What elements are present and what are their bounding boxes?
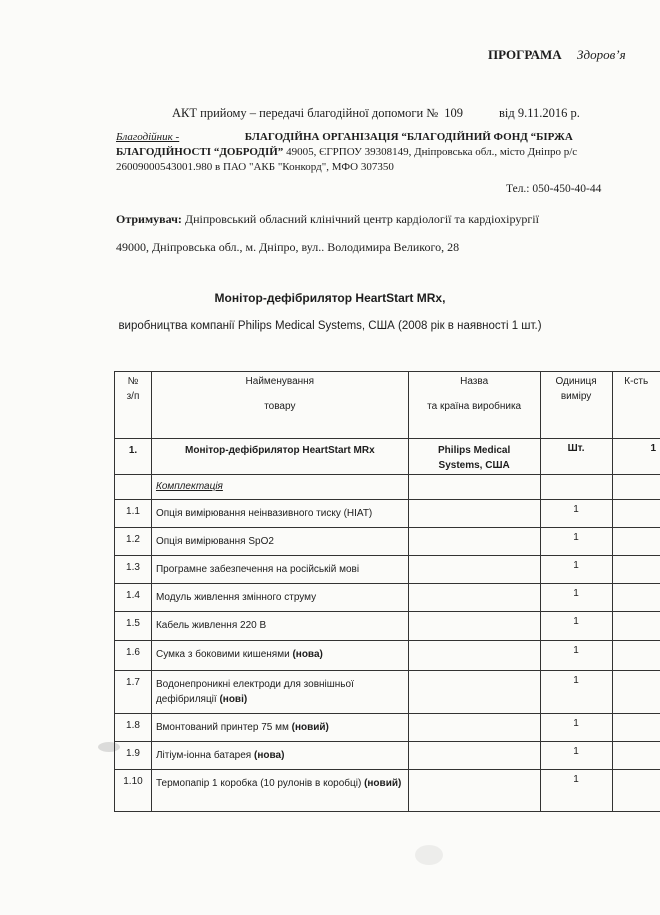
row-name: Термопапір 1 коробка (10 рулонів в коробці) (новий) (151, 770, 408, 812)
row-name-condition: (нові) (219, 694, 248, 705)
row-manufacturer (408, 528, 540, 556)
row-quantity (612, 612, 660, 641)
donor-name-line1: БЛАГОДІЙНА ОРГАНІЗАЦІЯ “БЛАГОДІЙНИЙ ФОНД “БІРЖА (244, 131, 573, 143)
row-manufacturer (408, 584, 540, 612)
header-num: № з/п (115, 372, 152, 439)
row-manufacturer: Philips Medical Systems, США (408, 439, 540, 475)
row-name: Монітор-дефібрилятор HeartStart MRx (151, 439, 408, 475)
row-unit: 1 (540, 556, 612, 584)
row-quantity (612, 528, 660, 556)
row-name-condition: (нова) (254, 750, 285, 761)
row-unit: 1 (540, 714, 612, 742)
section-label: Комплектація (151, 475, 408, 500)
scan-smudge (415, 845, 443, 865)
recipient-line (116, 212, 626, 227)
row-manufacturer (408, 714, 540, 742)
scan-smudge (98, 742, 120, 752)
row-name: Вмонтований принтер 75 мм (новий) (151, 714, 408, 742)
row-quantity (612, 770, 660, 812)
header-quantity: К-сть (612, 372, 660, 439)
table-row (115, 556, 660, 584)
row-unit: 1 (540, 742, 612, 770)
donor-details-line3: 26009000543001.980 в ПАО "АКБ "Конкорд", МФО 307350 (116, 161, 394, 173)
donor-phone: Тел.: 050-450-40-44 (506, 183, 602, 195)
row-manufacturer (408, 671, 540, 714)
donor-block (116, 130, 596, 175)
row-name: Водонепроникні електроди для зовнішньої дефібриляції (нові) (151, 671, 408, 714)
row-unit: 1 (540, 500, 612, 528)
row-quantity (612, 584, 660, 612)
program-header (488, 47, 626, 63)
row-unit: Шт. (540, 439, 612, 475)
row-num: 1.1 (115, 500, 152, 528)
table-row-main (115, 439, 660, 475)
row-manufacturer (408, 641, 540, 671)
act-title-line (172, 106, 580, 121)
row-num: 1.3 (115, 556, 152, 584)
item-title: Монітор-дефібрилятор HeartStart MRx, (214, 291, 446, 305)
row-manufacturer (408, 770, 540, 812)
row-num: 1.4 (115, 584, 152, 612)
row-name: Кабель живлення 220 В (151, 612, 408, 641)
recipient-address: 49000, Дніпровська обл., м. Дніпро, вул.. Володимира Великого, 28 (116, 240, 460, 254)
row-quantity (612, 742, 660, 770)
table-row-section (115, 475, 660, 500)
row-name: Опція вимірювання неінвазивного тиску (НІАТ) (151, 500, 408, 528)
table-row (115, 714, 660, 742)
row-name: Сумка з боковими кишенями (нова) (151, 641, 408, 671)
recipient-name: Дніпровський обласний клінічний центр кардіології та кардіохірургії (181, 212, 539, 226)
header-unit: Одиниця виміру (540, 372, 612, 439)
header-name: Найменування товару (151, 372, 408, 439)
row-num: 1. (115, 439, 152, 475)
table-row (115, 612, 660, 641)
row-name: Опція вимірювання SpO2 (151, 528, 408, 556)
table-row (115, 641, 660, 671)
table-row (115, 500, 660, 528)
item-subtitle: виробництва компанії Philips Medical Systems, США (2008 рік в наявності 1 шт.) (118, 320, 542, 332)
program-value: Здоров’я (576, 47, 626, 62)
row-manufacturer (408, 612, 540, 641)
recipient-label: Отримувач: (116, 212, 182, 226)
row-manufacturer (408, 500, 540, 528)
row-num: 1.10 (115, 770, 152, 812)
table-row (115, 742, 660, 770)
row-name: Літіум-іонна батарея (нова) (151, 742, 408, 770)
row-name: Модуль живлення змінного струму (151, 584, 408, 612)
row-unit: 1 (540, 584, 612, 612)
row-name-condition: (нова) (292, 649, 323, 660)
row-num: 1.6 (115, 641, 152, 671)
donor-label: Благодійник - (116, 131, 180, 143)
header-manufacturer: Назва та країна виробника (408, 372, 540, 439)
act-number: 109 (444, 106, 463, 120)
goods-table (114, 371, 660, 812)
row-quantity (612, 500, 660, 528)
row-unit: 1 (540, 770, 612, 812)
donor-name-line2: БЛАГОДІЙНОСТІ “ДОБРОДІЙ” (116, 146, 284, 158)
row-quantity (612, 671, 660, 714)
donor-details-line2: 49005, ЄГРПОУ 39308149, Дніпровська обл., місто Дніпро р/с (283, 146, 578, 158)
row-manufacturer (408, 742, 540, 770)
row-name: Програмне забезпечення на російській мові (151, 556, 408, 584)
table-header-row (115, 372, 660, 439)
row-quantity (612, 556, 660, 584)
row-unit: 1 (540, 528, 612, 556)
program-label: ПРОГРАМА (488, 47, 562, 62)
row-num: 1.8 (115, 714, 152, 742)
row-manufacturer (408, 556, 540, 584)
row-num: 1.5 (115, 612, 152, 641)
row-name-condition: (новий) (291, 722, 329, 733)
act-date: від 9.11.2016 р. (498, 106, 580, 120)
row-quantity (612, 714, 660, 742)
row-quantity: 1 (612, 439, 660, 475)
row-num: 1.7 (115, 671, 152, 714)
row-unit: 1 (540, 671, 612, 714)
table-row (115, 770, 660, 812)
table-row (115, 584, 660, 612)
table-row (115, 528, 660, 556)
row-num: 1.2 (115, 528, 152, 556)
row-unit: 1 (540, 612, 612, 641)
row-num: 1.9 (115, 742, 152, 770)
act-title: АКТ прийому – передачі благодійної допомоги № (172, 106, 439, 120)
row-name-condition: (новий) (364, 778, 402, 789)
row-unit: 1 (540, 641, 612, 671)
table-row (115, 671, 660, 714)
row-quantity (612, 641, 660, 671)
